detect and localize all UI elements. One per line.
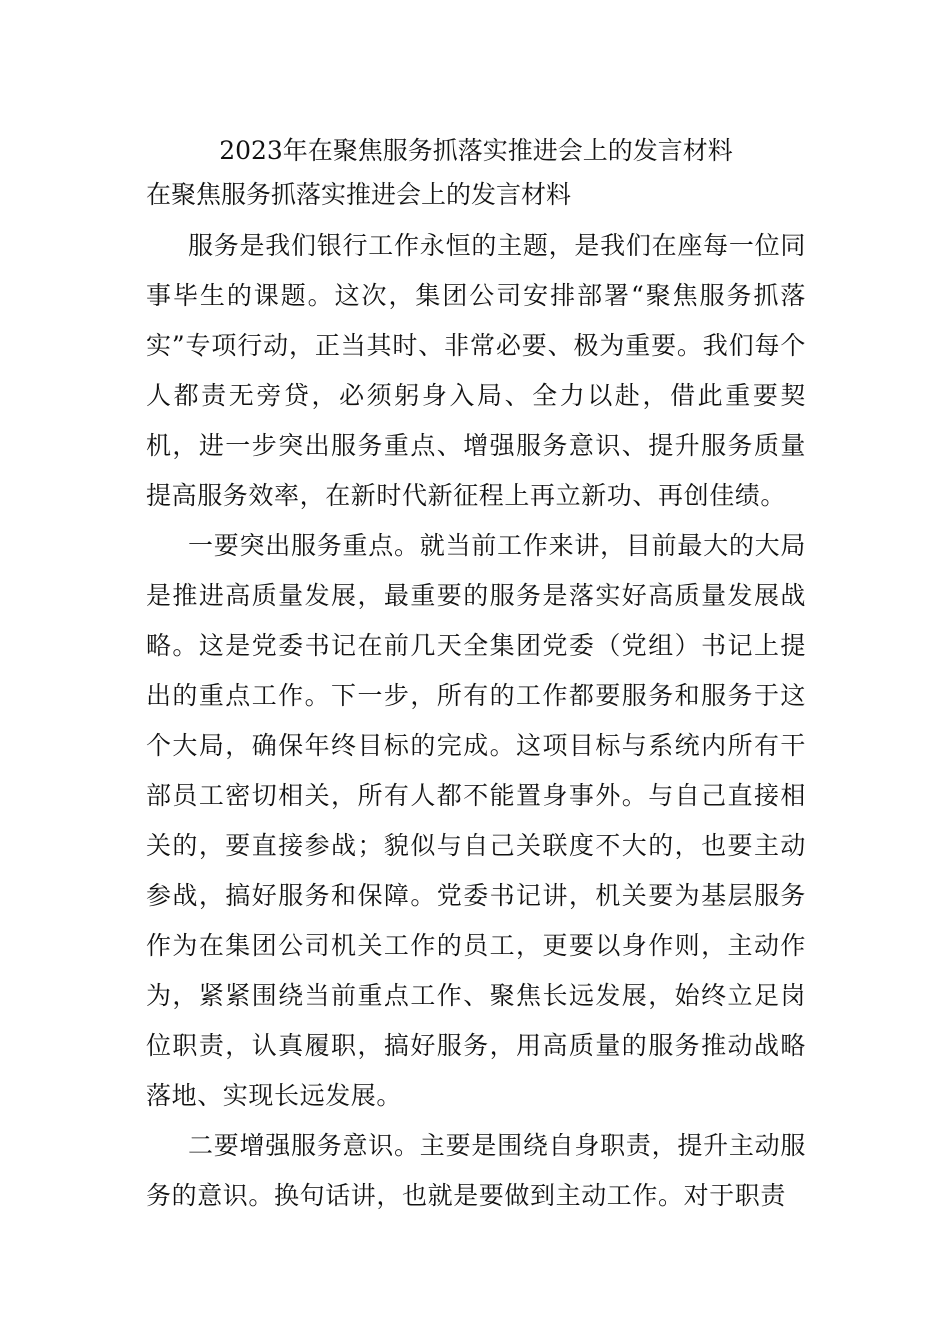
- paragraph-service-focus: 一要突出服务重点。就当前工作来讲，目前最大的大局是推进高质量发展，最重要的服务是落实好高质量发展战略。这是党委书记在前几天全集团党委（党组）书记上提出的重点工作。下一步，所有的工作都要服务和服务于这个大局，确保年终目标的完成。这项目标与系统内所有干部员工密切相关，所有人都不能置身事外。与自己直接相关的，要直接参战；貌似与自己关联度不大的，也要主动参战，搞好服务和保障。党委书记讲，机关要为基层服务作为在集团公司机关工作的员工，更要以身作则，主动作为，紧紧围绕当前重点工作、聚焦长远发展，始终立足岗位职责，认真履职，搞好服务，用高质量的服务推动战略落地、实现长远发展。: [146, 531, 806, 1110]
- document-subtitle: 在聚焦服务抓落实推进会上的发言材料: [146, 180, 572, 209]
- document-body: [146, 221, 806, 1221]
- paragraph-intro: 服务是我们银行工作永恒的主题，是我们在座每一位同事毕生的课题。这次，集团公司安排部署“聚焦服务抓落实”专项行动，正当其时、非常必要、极为重要。我们每个人都责无旁贷，必须躬身入局、全力以赴，借此重要契机，进一步突出服务重点、增强服务意识、提升服务质量提高服务效率，在新时代新征程上再立新功、再创佳绩。: [146, 231, 806, 510]
- document-page: [146, 131, 806, 1221]
- paragraph-service-awareness: 二要增强服务意识。主要是围绕自身职责，提升主动服务的意识。换句话讲，也就是要做到主动工作。对于职责: [146, 1131, 806, 1210]
- document-title: 2023年在聚焦服务抓落实推进会上的发言材料: [219, 136, 733, 165]
